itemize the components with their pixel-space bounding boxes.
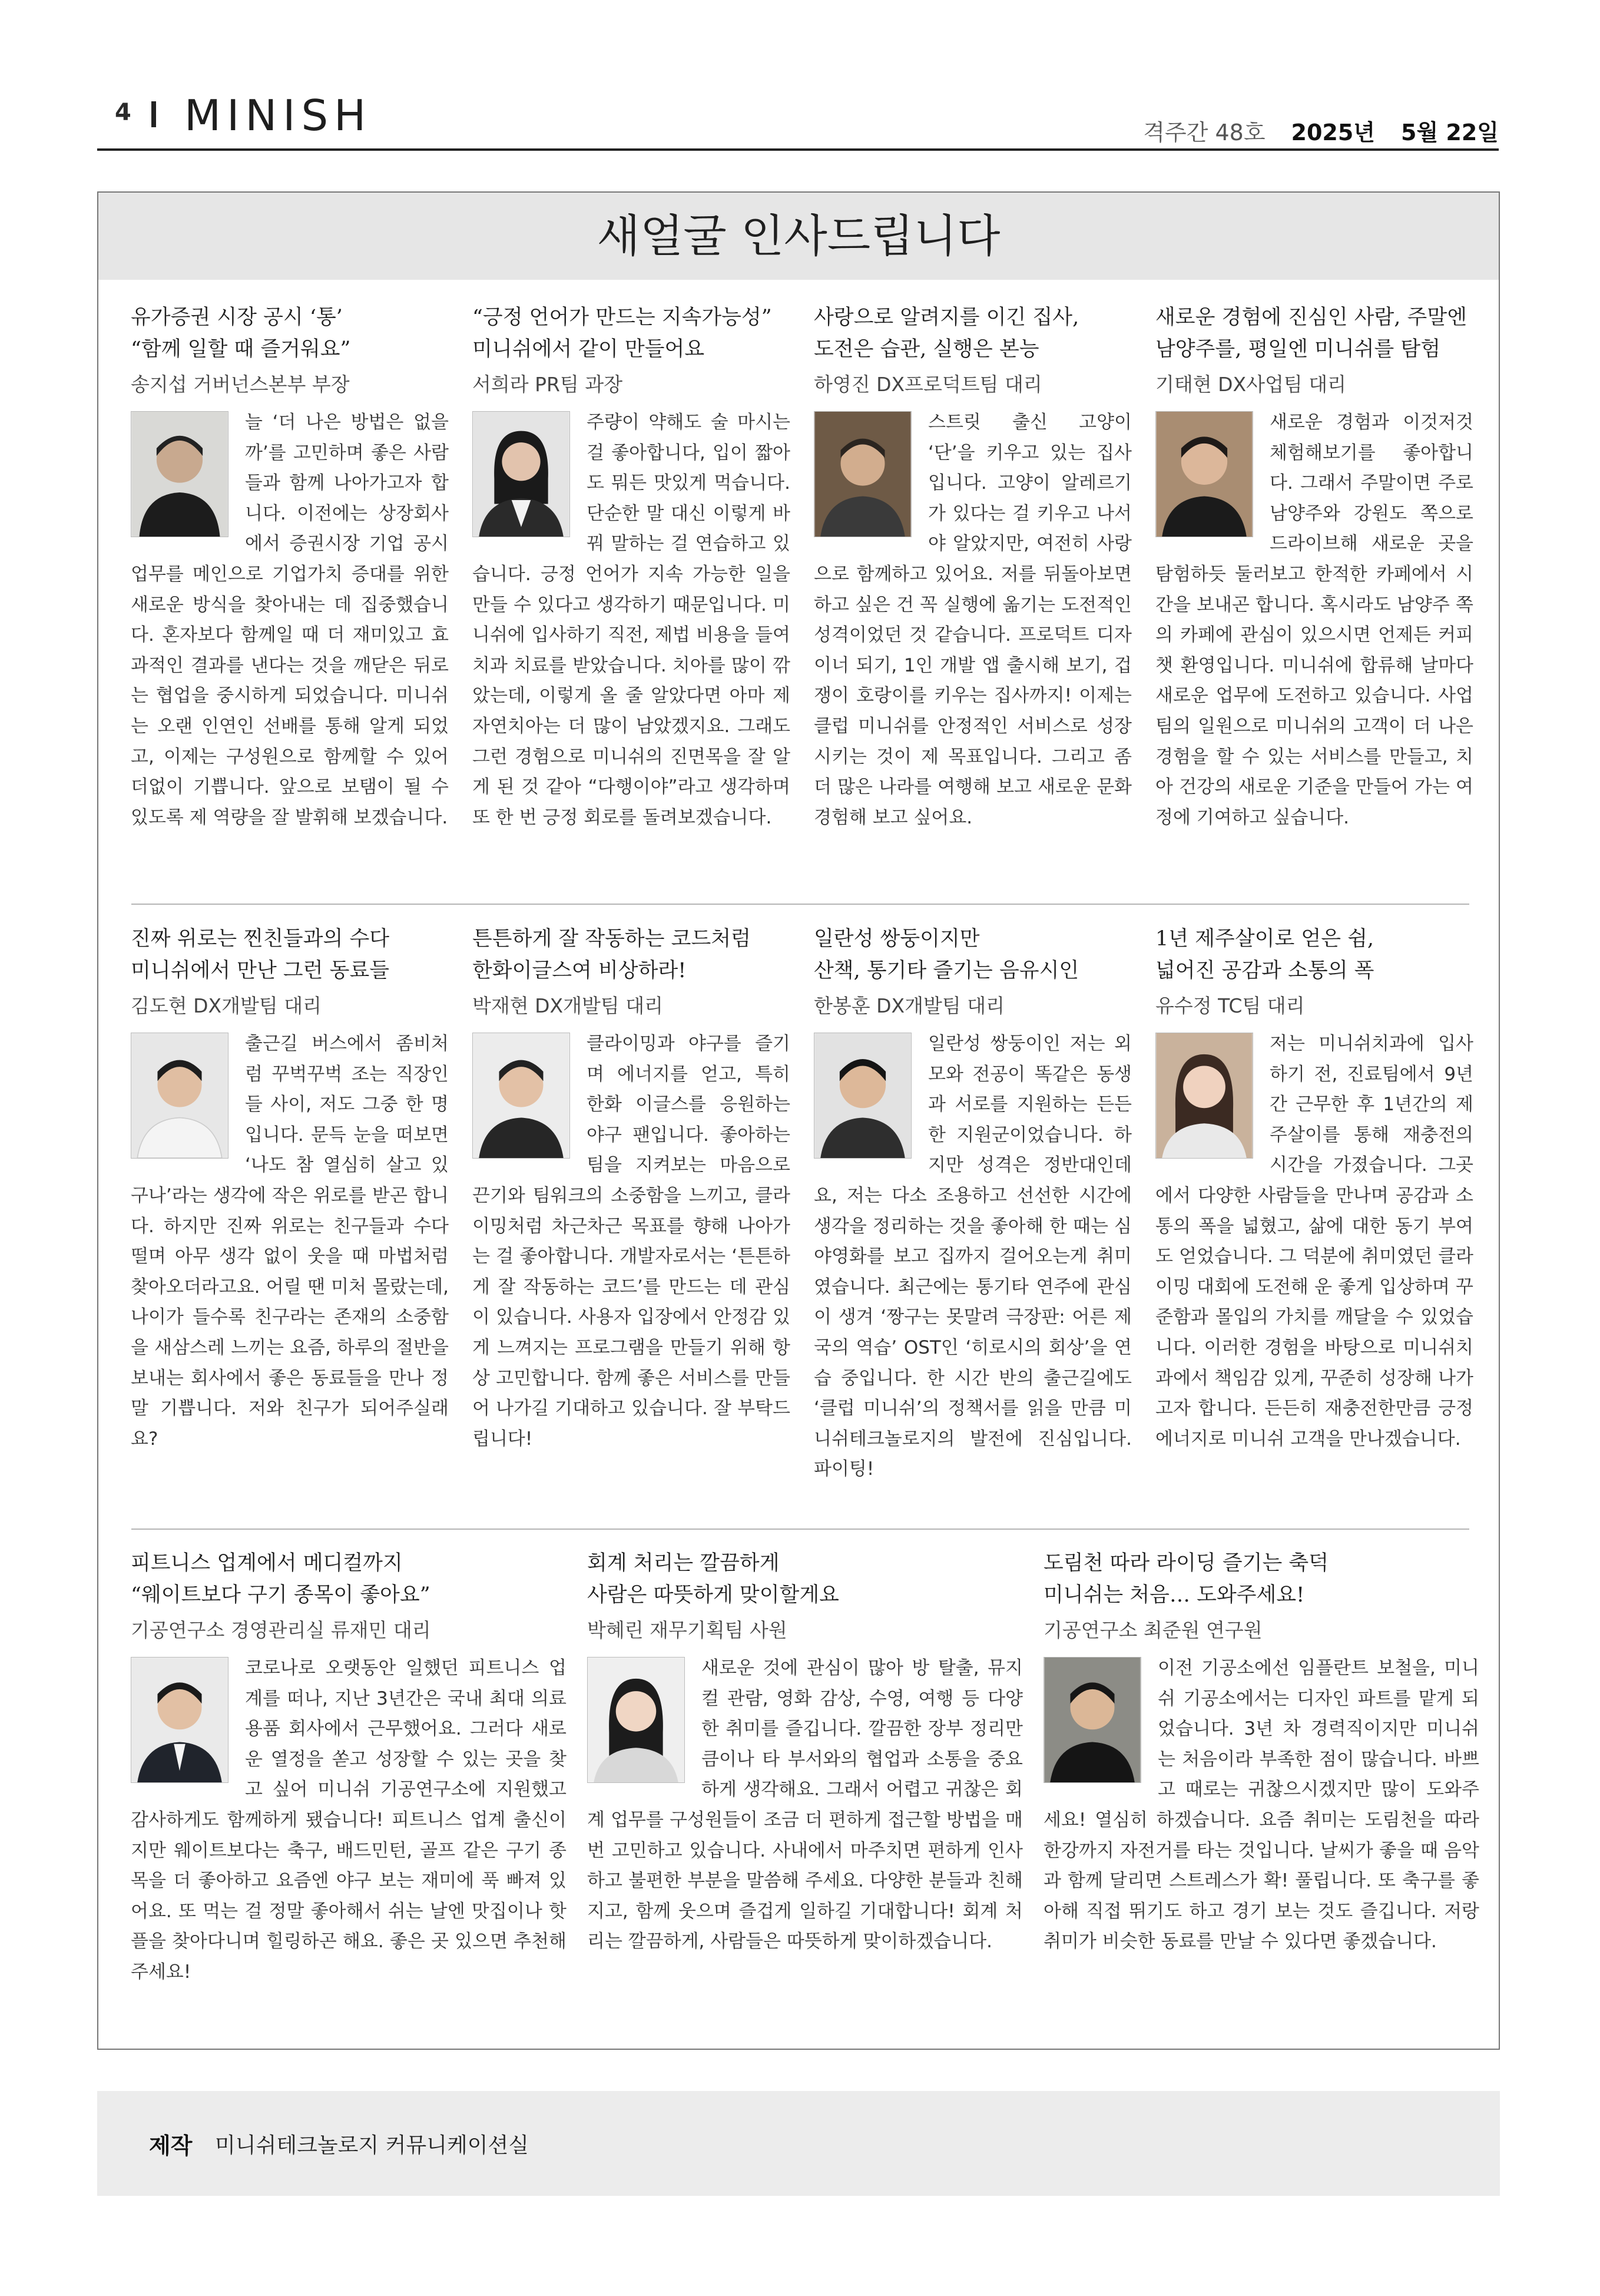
- portrait-photo-icon: [814, 411, 912, 537]
- portrait-photo-icon: [1155, 411, 1253, 537]
- profile-name: 송지섭 거버넌스본부 부장: [131, 373, 350, 396]
- profile-name: 박혜린 재무기획팀 사원: [587, 1619, 787, 1642]
- profile-text: 출근길 버스에서 좀비처럼 꾸벅꾸벅 조는 직장인들 사이, 저도 그중 한 명입니다. 문득 눈을 떠보면 ‘나도 참 열심히 살고 있구나’라는 생각에 작은 위로를 받곤 합니다. 하지만 진짜 위로는 친구들과 수다 떨며 아무 생각 없이 웃을 때 마법처럼 찾아오더라고요. 어릴 땐 미처 몰랐는데, 나이가 들수록 친구라는 존재의 소중함을 새삼스레 느끼는 요즘, 하루의 절반을 보내는 회사에서 좋은 동료들을 만나 정말 기쁩니다. 저와 친구가 되어주실래요?: [131, 1033, 449, 1450]
- portrait-photo-icon: [814, 1033, 912, 1159]
- profile-name: 유수정 TC팀 대리: [1155, 994, 1305, 1017]
- profile-name: 기공연구소 최준원 연구원: [1044, 1619, 1263, 1642]
- issue-number: 격주간 48호: [1143, 120, 1266, 145]
- profile-name: 박재현 DX개발팀 대리: [472, 994, 664, 1017]
- page-header: [97, 88, 1499, 153]
- row-divider: [131, 1529, 1469, 1530]
- portrait-photo-icon: [131, 1657, 228, 1783]
- profile-body: [472, 408, 790, 833]
- profile-text: 새로운 경험과 이것저것 체험해보기를 좋아합니다. 그래서 주말이면 주로 남양주와 강원도 쪽으로 드라이브해 새로운 곳을 탐험하듯 둘러보고 한적한 카페에서 시간을 보내곤 합니다. 혹시라도 남양주 쪽의 카페에 관심이 있으시면 언제든 커피챗 환영입니다. 미니쉬에 합류해 날마다 새로운 업무에 도전하고 있습니다. 사업팀의 일원으로 미니쉬의 고객이 더 나은 경험을 할 수 있는 서비스를 만들고, 치아 건강의 새로운 기준을 만들어 가는 여정에 기여하고 싶습니다.: [1155, 412, 1473, 828]
- header-divider-bar: [151, 101, 156, 127]
- portrait-photo-icon: [587, 1657, 685, 1783]
- profile-headline: 유가증권 시장 공시 ‘통’ “함께 일할 때 즐거워요”: [131, 306, 351, 361]
- profile-headline: 일란성 쌍둥이지만 산책, 통기타 즐기는 음유시인: [814, 927, 1079, 982]
- profile-name: 기태현 DX사업팀 대리: [1155, 373, 1347, 396]
- credits-footer: [97, 2091, 1500, 2196]
- profile-name: 기공연구소 경영관리실 류재민 대리: [131, 1619, 431, 1642]
- issue-date: 5월 22일: [1401, 120, 1499, 145]
- section-banner: [98, 193, 1499, 280]
- profile-name: 서희라 PR팀 과장: [472, 373, 623, 396]
- portrait-photo-icon: [1155, 1033, 1253, 1159]
- section-title: 새얼굴 인사드립니다: [597, 210, 1001, 262]
- profile-card: [814, 302, 1132, 833]
- portrait-photo-icon: [472, 411, 570, 537]
- issue-year: 2025년: [1291, 120, 1376, 145]
- profile-card: [1044, 1547, 1479, 1957]
- new-faces-panel: [97, 191, 1500, 2050]
- profile-headline: 1년 제주살이로 얻은 쉼, 넓어진 공감과 소통의 폭: [1155, 927, 1374, 982]
- profile-text: 일란성 쌍둥이인 저는 외모와 전공이 똑같은 동생과 서로를 지원하는 든든한 지원군이었습니다. 하지만 성격은 정반대인데요, 저는 다소 조용하고 선선한 시간에 생각을 정리하는 것을 좋아해 한 때는 심야영화를 보고 집까지 걸어오는게 취미였습니다. 최근에는 통기타 연주에 관심이 생겨 ‘짱구는 못말려 극장판: 어른 제국의 역습’ OST인 ‘히로시의 회상’을 연습 중입니다. 한 시간 반의 출근길에도 ‘클럽 미니쉬’의 정책서를 읽을 만큼 미니쉬테크놀로지의 발전에 진심입니다. 파이팅!: [814, 1033, 1132, 1480]
- profile-name: 하영진 DX프로덕트팀 대리: [814, 373, 1042, 396]
- profile-text: 이전 기공소에선 임플란트 보철을, 미니쉬 기공소에서는 디자인 파트를 맡게 되었습니다. 3년 차 경력직이지만 미니쉬는 처음이라 부족한 점이 많습니다. 바쁘고 때로는 귀찮으시겠지만 많이 도와주세요! 열심히 하겠습니다. 요즘 취미는 도림천을 따라 한강까지 자전거를 타는 것입니다. 날씨가 좋을 때 음악과 함께 달리면 스트레스가 확! 풀립니다. 또 축구를 좋아해 직접 뛰기도 하고 경기 보는 것도 즐깁니다. 저랑 취미가 비슷한 동료를 만날 수 있다면 좋겠습니다.: [1044, 1658, 1479, 1953]
- profile-headline: 회계 처리는 깔끔하게 사람은 따뜻하게 맞이할게요: [587, 1551, 839, 1607]
- profile-body: [472, 1029, 790, 1454]
- credits-label: 제작: [149, 2133, 193, 2159]
- profile-headline: “긍정 언어가 만드는 지속가능성” 미니쉬에서 같이 만들어요: [472, 306, 772, 361]
- profile-body: [131, 1029, 449, 1454]
- profile-text: 주량이 약해도 술 마시는 걸 좋아합니다, 입이 짧아도 뭐든 맛있게 먹습니다. 단순한 말 대신 이렇게 바꿔 말하는 걸 연습하고 있습니다. 긍정 언어가 지속 가능한 일을 만들 수 있다고 생각하기 때문입니다. 미니쉬에 입사하기 직전, 제법 비용을 들여 치과 치료를 받았습니다. 치아를 많이 깎았는데, 이렇게 올 줄 알았다면 아마 제 자연치아는 더 많이 남았겠지요. 그래도 그런 경험으로 미니쉬의 진면목을 잘 알게 된 것 같아 “다행이야”라고 생각하며 또 한 번 긍정 회로를 돌려보겠습니다.: [472, 412, 790, 828]
- profile-headline: 피트니스 업계에서 메디컬까지 “웨이트보다 구기 종목이 좋아요”: [131, 1551, 430, 1607]
- profile-body: [814, 1029, 1132, 1485]
- profile-body: [587, 1653, 1023, 1957]
- profile-card: [1155, 923, 1473, 1454]
- profile-text: 새로운 것에 관심이 많아 방 탈출, 뮤지컬 관람, 영화 감상, 수영, 여행 등 다양한 취미를 즐깁니다. 깔끔한 장부 정리만큼이나 타 부서와의 협업과 소통을 중요하게 생각해요. 그래서 어렵고 귀찮은 회계 업무를 구성원들이 조금 더 편하게 접근할 방법을 매번 고민하고 있습니다. 사내에서 마주치면 편하게 인사하고 불편한 부분을 말씀해 주세요. 다양한 분들과 친해지고, 함께 웃으며 즐겁게 일하길 기대합니다! 회계 처리는 깔끔하게, 사람들은 따뜻하게 맞이하겠습니다.: [587, 1658, 1023, 1953]
- row-divider: [131, 904, 1469, 905]
- profile-headline: 새로운 경험에 진심인 사람, 주말엔 남양주를, 평일엔 미니쉬를 탐험: [1155, 306, 1467, 361]
- profile-name: 한봉훈 DX개발팀 대리: [814, 994, 1005, 1017]
- profile-card: [587, 1547, 1023, 1957]
- profile-body: [1155, 1029, 1473, 1454]
- profile-card: [131, 1547, 567, 1988]
- profile-name: 김도현 DX개발팀 대리: [131, 994, 322, 1017]
- portrait-photo-icon: [131, 411, 228, 537]
- publication-title: MINISH: [184, 91, 372, 140]
- profile-headline: 진짜 위로는 찐친들과의 수다 미니쉬에서 만난 그런 동료들: [131, 927, 390, 982]
- profile-headline: 사랑으로 알려지를 이긴 집사, 도전은 습관, 실행은 본능: [814, 306, 1079, 361]
- page-number: 4: [115, 99, 131, 126]
- profile-card: [131, 302, 449, 833]
- profile-body: [131, 408, 449, 833]
- profile-body: [814, 408, 1132, 833]
- profile-card: [814, 923, 1132, 1485]
- portrait-photo-icon: [131, 1033, 228, 1159]
- issue-info: [1143, 114, 1499, 147]
- profile-text: 클라이밍과 야구를 즐기며 에너지를 얻고, 특히 한화 이글스를 응원하는 야구 팬입니다. 좋아하는 팀을 지켜보는 마음으로 끈기와 팀워크의 소중함을 느끼고, 클라이밍처럼 차근차근 목표를 향해 나아가는 걸 좋아합니다. 개발자로서는 ‘튼튼하게 잘 작동하는 코드’를 만드는 데 관심이 있습니다. 사용자 입장에서 안정감 있게 느껴지는 프로그램을 만들기 위해 항상 고민합니다. 함께 좋은 서비스를 만들어 나가길 기대하고 있습니다. 잘 부탁드립니다!: [472, 1033, 790, 1450]
- profile-body: [1155, 408, 1473, 833]
- profile-card: [472, 302, 790, 833]
- profile-card: [472, 923, 790, 1454]
- profile-body: [1044, 1653, 1479, 1957]
- profile-headline: 도림천 따라 라이딩 즐기는 축덕 미니쉬는 처음… 도와주세요!: [1044, 1551, 1329, 1607]
- profile-text: 스트릿 출신 고양이 ‘단’을 키우고 있는 집사입니다. 고양이 알레르기가 있다는 걸 키우고 나서야 알았지만, 여전히 사랑으로 함께하고 있어요. 저를 뒤돌아보면 하고 싶은 건 꼭 실행에 옮기는 도전적인 성격이었던 것 같습니다. 프로덕트 디자이너 되기, 1인 개발 앱 출시해 보기, 겁쟁이 호랑이를 키우는 집사까지! 이제는 클럽 미니쉬를 안정적인 서비스로 성장시키는 것이 제 목표입니다. 그리고 좀 더 많은 나라를 여행해 보고 새로운 문화 경험해 보고 싶어요.: [814, 412, 1132, 828]
- profile-text: 코로나로 오랫동안 일했던 피트니스 업계를 떠나, 지난 3년간은 국내 최대 의료용품 회사에서 근무했어요. 그러다 새로운 열정을 쏟고 성장할 수 있는 곳을 찾고 싶어 미니쉬 기공연구소에 지원했고 감사하게도 함께하게 됐습니다! 피트니스 업계 출신이지만 웨이트보다는 축구, 배드민턴, 골프 같은 구기 종목을 더 좋아하고 요즘엔 야구 보는 재미에 푹 빠져 있어요. 또 먹는 걸 정말 좋아해서 쉬는 날엔 맛집이나 핫플을 찾아다니며 힐링하곤 해요. 좋은 곳 있으면 추천해 주세요!: [131, 1658, 567, 1983]
- profile-headline: 튼튼하게 잘 작동하는 코드처럼 한화이글스여 비상하라!: [472, 927, 751, 982]
- profile-body: [131, 1653, 567, 1988]
- profile-card: [131, 923, 449, 1454]
- profile-card: [1155, 302, 1473, 833]
- profile-text: 늘 ‘더 나은 방법은 없을까’를 고민하며 좋은 사람들과 함께 나아가고자 합니다. 이전에는 상장회사에서 증권시장 기업 공시 업무를 메인으로 기업가치 증대를 위한 새로운 방식을 찾아내는 데 집중했습니다. 혼자보다 함께일 때 더 재미있고 효과적인 결과를 낸다는 것을 깨닫은 뒤로는 협업을 중시하게 되었습니다. 미니쉬는 오랜 인연인 선배를 통해 알게 되었고, 이제는 구성원으로 함께할 수 있어 더없이 기쁩니다. 앞으로 보탬이 될 수 있도록 제 역량을 잘 발휘해 보겠습니다.: [131, 412, 449, 828]
- profile-text: 저는 미니쉬치과에 입사하기 전, 진료팀에서 9년간 근무한 후 1년간의 제주살이를 통해 재충전의 시간을 가졌습니다. 그곳에서 다양한 사람들을 만나며 공감과 소통의 폭을 넓혔고, 삶에 대한 동기 부여도 얻었습니다. 그 덕분에 취미였던 클라이밍 대회에 도전해 운 좋게 입상하며 꾸준함과 몰입의 가치를 깨달을 수 있었습니다. 이러한 경험을 바탕으로 미니쉬치과에서 책임감 있게, 꾸준히 성장해 나가고자 합니다. 든든히 재충전한만큼 긍정 에너지로 미니쉬 고객을 만나겠습니다.: [1155, 1033, 1473, 1450]
- portrait-photo-icon: [472, 1033, 570, 1159]
- credits-value: 미니쉬테크놀로지 커뮤니케이션실: [215, 2133, 529, 2158]
- header-rule: [97, 148, 1499, 151]
- portrait-photo-icon: [1044, 1657, 1141, 1783]
